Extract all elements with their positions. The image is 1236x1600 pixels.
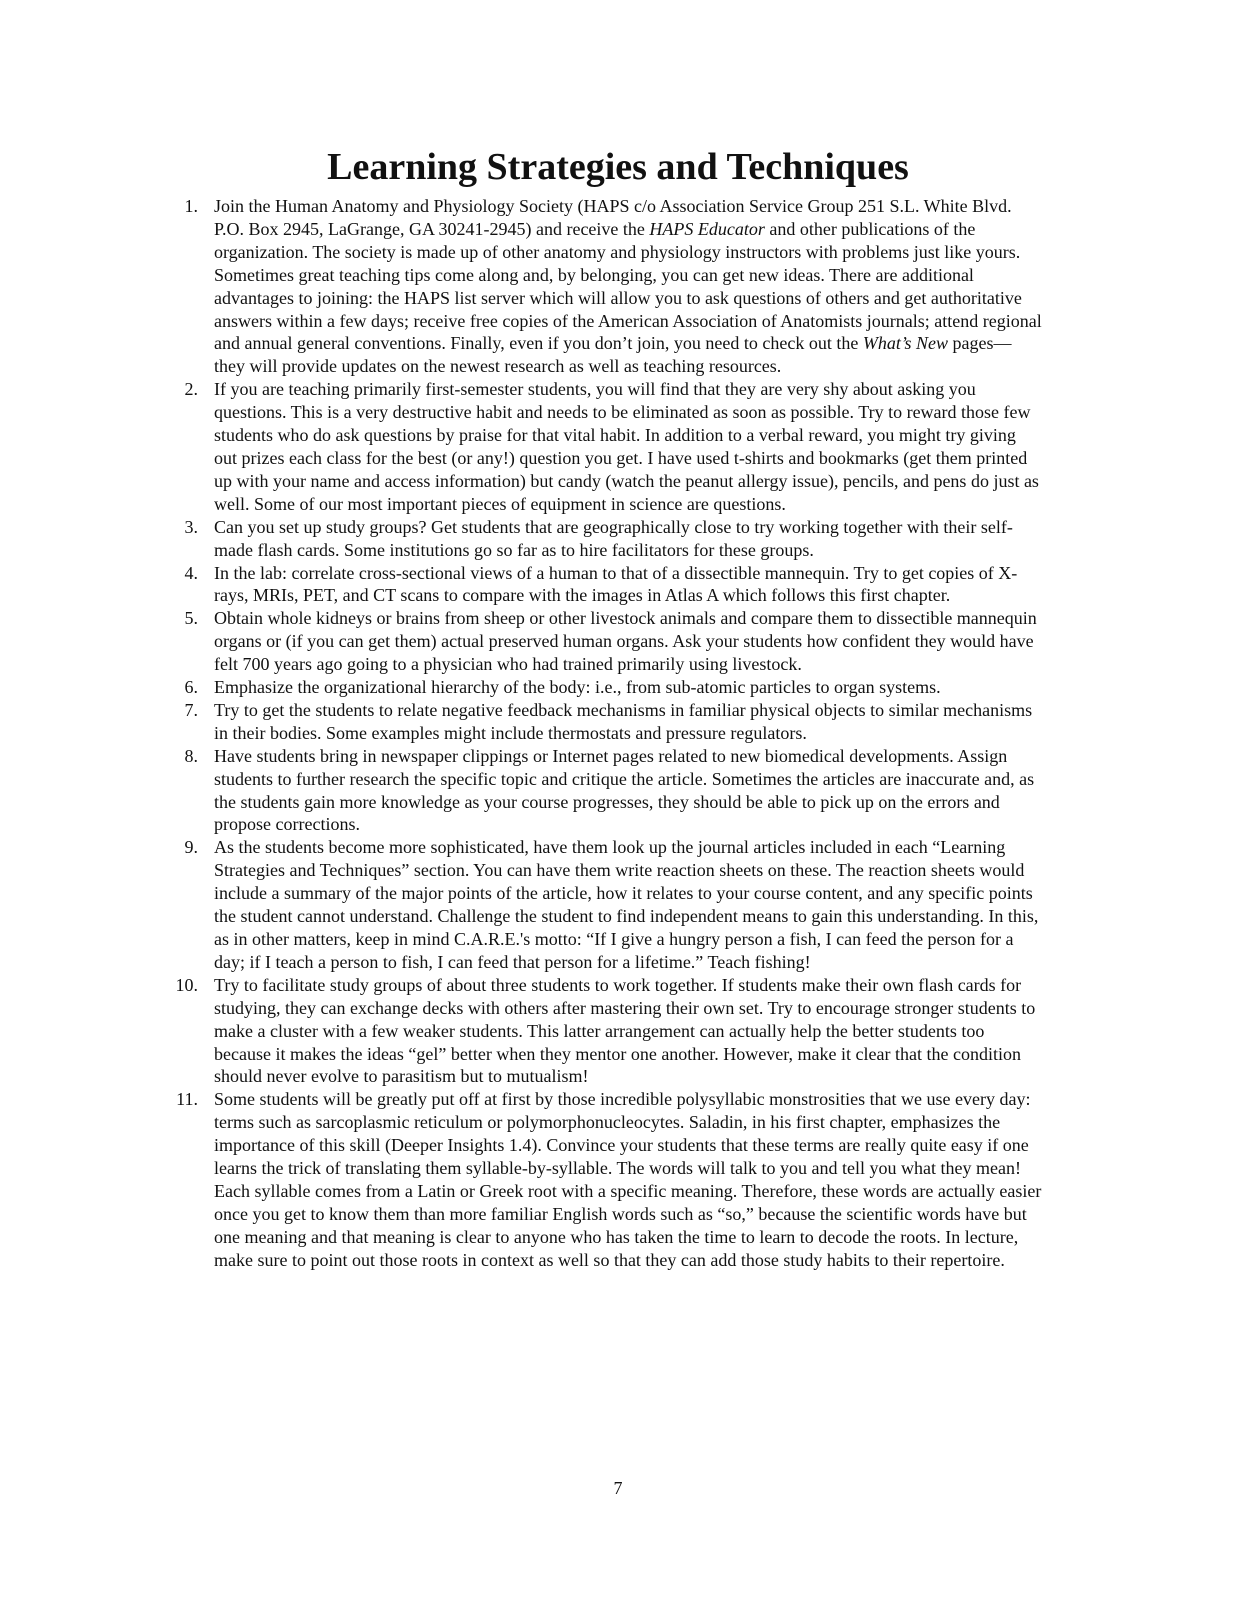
list-item-text [214,837,1038,972]
strategy-list [174,195,1042,1272]
list-item-text-segment: Obtain whole kidneys or brains from sheep or other livestock animals and compare them to dissectible mannequin organs or (if you can get them) actual preserved human organs. Ask your students how confident they would have felt 700 years ago going to a physician who had trained primarily using livestock. [214,608,1037,675]
list-item-text-segment: pages—they will provide updates on the newest research as well as teaching resources. [214,333,1012,377]
list-item-text-segment: Emphasize the organizational hierarchy of the body: i.e., from sub-atomic particles to organ systems. [214,677,941,698]
list-item-text-segment: In the lab: correlate cross-sectional views of a human to that of a dissectible mannequin. Try to get copies of X-rays, MRIs, PET, and CT scans to compare with the images in Atlas A which follows this first chapter. [214,562,1018,606]
italic-title-text: HAPS Educator [649,218,765,239]
list-item-text [214,196,1042,376]
list-item-text-segment: As the students become more sophisticated, have them look up the journal articles included in each “Learning Strategies and Techniques” section. You can have them write reaction sheets on these. The reaction sheets would include a summary of the major points of the article, how it relates to your course content, and any specific points the student cannot understand. Challenge the student to find independent means to gain this understanding. In this, as in other matters, keep in mind C.A.R.E.'s motto: “If I give a hungry person a fish, I can feed the person for a day; if I teach a person to fish, I can feed that person for a lifetime.” Teach fishing! [214,837,1039,972]
list-item-text [214,1089,1041,1269]
list-item-number: 8. [184,745,198,766]
list-item-text [214,746,1034,835]
list-item [174,699,1042,745]
list-item [174,607,1042,676]
list-item [174,676,1042,699]
list-item-text-segment: Some students will be greatly put off at first by those incredible polysyllabic monstrosities that we use every day: terms such as sarcoplasmic reticulum or polymorphonucleocytes. Saladin, in his first chapter, emphasizes the importance of this skill (Deeper Insights 1.4). Convince your students that these terms are really quite easy if one learns the trick of translating them syllable-by-syllable. The words will talk to you and tell you what they mean! Each syllable comes from a Latin or Greek root with a specific meaning. Therefore, these words are actually easier once you get to know them than more familiar English words such as “so,” because the scientific words have but one meaning and that meaning is clear to anyone who has taken the time to learn to decode the roots. In lecture, make sure to point out those roots in context as well so that they can add those study habits to their repertoire. [214,1089,1042,1270]
list-item-number: 1. [184,196,198,216]
italic-title-text: What’s New [862,333,949,354]
list-item-number: 5. [184,608,198,629]
list-item-number: 11. [176,1089,198,1110]
list-item [174,195,1042,378]
list-item-text [214,563,1017,606]
list-item-number: 10. [175,974,198,995]
list-item-text-segment: If you are teaching primarily first-semester students, you will find that they are very shy about asking you questions. This is a very destructive habit and needs to be eliminated as soon as possible. Try to reward those few students who do ask questions by praise for that vital habit. In addition to a verbal reward, you might try giving out prizes each class for the best (or any!) question you get. I have used t-shirts and bookmarks (get them printed up with your name and access information) but candy (watch the peanut allergy issue), pencils, and pens do just as well. Some of our most important pieces of equipment in science are questions. [214,379,1039,514]
list-item-number: 6. [184,677,198,698]
list-item-text-segment: Try to facilitate study groups of about three students to work together. If students make their own flash cards for studying, they can exchange decks with others after mastering their own set. Try to encourage stronger students to make a cluster with a few weaker students. This latter arrangement can actually help the better students too because it makes the ideas “gel” better when they mentor one another. However, make it clear that the condition should never evolve to parasitism but to mutualism! [214,974,1036,1087]
list-item-number: 3. [184,516,198,537]
list-item-number: 2. [184,379,198,400]
page-number: 7 [613,1478,623,1498]
list-item-text-segment: Can you set up study groups? Get students that are geographically close to try working together with their self-made flash cards. Some institutions go so far as to hire facilitators for these groups. [214,516,1013,560]
list-item-number: 9. [184,837,198,858]
list-item [174,974,1042,1089]
list-item-text [214,700,1032,743]
list-item-text-segment: Try to get the students to relate negative feedback mechanisms in familiar physical objects to similar mechanisms in their bodies. Some examples might include thermostats and pressure regulators. [214,699,1033,743]
list-item [174,516,1042,562]
list-item [174,378,1042,515]
list-item-text-segment: Join the Human Anatomy and Physiology Society (HAPS c/o Association Service Group 251 S.L. White Blvd. P.O. Box 2945, LaGrange, GA 30241-2945) and receive the [214,196,1012,239]
list-item [174,1088,1042,1271]
list-item-number: 7. [184,699,198,720]
page-title: Learning Strategies and Techniques [327,146,909,188]
list-item-text [214,608,1037,674]
list-item [174,562,1042,608]
list-item [174,745,1042,837]
list-item-text [214,975,1035,1087]
list-item-text-segment: and other publications of the organization. The society is made up of other anatomy and physiology instructors with problems just like yours. Sometimes great teaching tips come along and, by belonging, you can get new ideas. There are additional advantages to joining: the HAPS list server which will allow you to ask questions of others and get authoritative answers within a few days; receive free copies of the American Association of Anatomists journals; attend regional and annual general conventions. Finally, even if you don’t join, you need to check out the [214,218,1042,354]
list-item-text-segment: Have students bring in newspaper clippings or Internet pages related to new biomedical developments. Assign students to further research the specific topic and critique the article. Sometimes the articles are inaccurate and, as the students gain more knowledge as your course progresses, they should be able to pick up on the errors and propose corrections. [214,745,1035,835]
list-item-text [214,379,1039,514]
list-item [174,836,1042,973]
list-item-text [214,677,941,697]
list-item-number: 4. [184,562,198,583]
list-item-text [214,517,1013,560]
